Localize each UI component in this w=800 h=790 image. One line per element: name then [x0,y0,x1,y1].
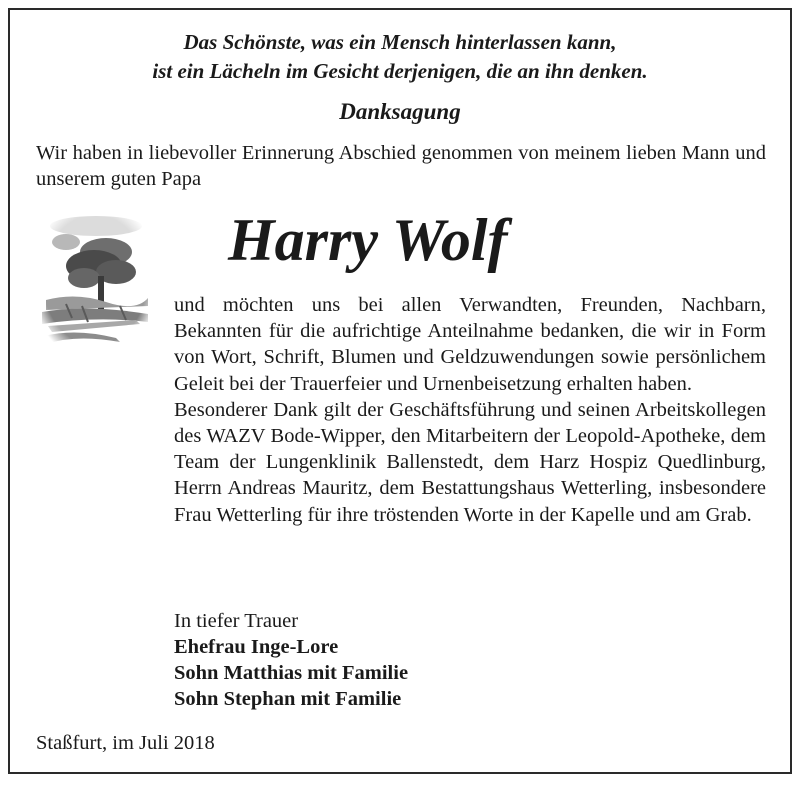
signature-intro: In tiefer Trauer [174,610,299,632]
intro-text: Wir haben in liebevoller Erinnerung Abschied genommen von meinem lieben Mann und unserem guten Papa [36,142,766,190]
gratitude-paragraph-1: und möchten uns bei allen Verwandten, Freunden, Nachbarn, Bekannten für die aufrichtige Anteilnahme bedanken, die wir in Form von Wort, Schrift, Blumen und Geldzuwendungen sowie persönlichem Geleit bei der Trauerfeier und Urnenbeisetzung erhalten haben. [174,294,766,395]
place-date: Staßfurt, im Juli 2018 [36,732,215,754]
motto [10,28,790,86]
heading: Danksagung [339,99,461,124]
motto-line-1: Das Schönste, was ein Mensch hinterlassen kann, [183,30,617,54]
signature-name: Sohn Stephan mit Familie [174,688,402,710]
signature-name: Sohn Matthias mit Familie [174,662,409,684]
signature-block [174,608,408,712]
tree-landscape-icon [36,206,154,354]
gratitude-text [174,292,766,528]
signature-name: Ehefrau Inge-Lore [174,636,339,658]
gratitude-paragraph-2: Besonderer Dank gilt der Geschäftsführung und seinen Arbeitskollegen des WAZV Bode-Wipper, den Mitarbeitern der Leopold-Apotheke, dem Team der Lungenklinik Ballenstedt, dem Harz Hospiz Quedlinburg, Herrn Andreas Mauritz, dem Bestattungshaus Wetterling, insbesondere Frau Wetterling für ihre tröstenden Worte in der Kapelle und am Grab. [174,398,766,526]
deceased-name: Harry Wolf [228,207,508,273]
motto-line-2: ist ein Lächeln im Gesicht derjenigen, die an ihn denken. [152,59,648,83]
obituary-card [8,8,792,774]
